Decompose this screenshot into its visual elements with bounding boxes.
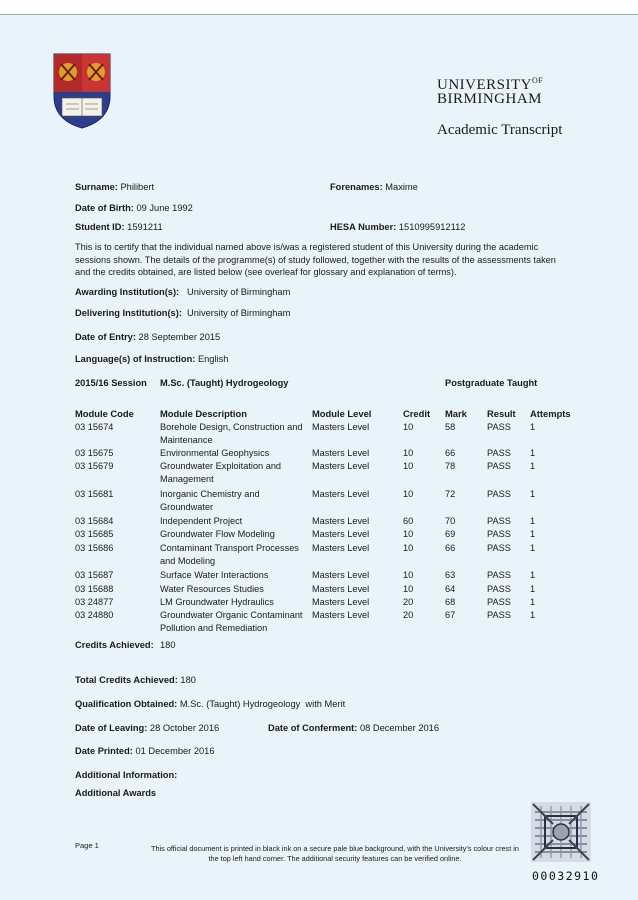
conferment-label: Date of Conferment:	[268, 723, 358, 733]
module-mark: 69	[445, 529, 456, 539]
additional-awards-label: Additional Awards	[75, 788, 157, 798]
module-description: Environmental Geophysics	[160, 448, 270, 458]
conferment-value: 08 December 2016	[359, 723, 440, 733]
session-label: 2015/16 Session	[75, 378, 147, 388]
module-code: 03 15686	[75, 543, 114, 553]
module-level: Masters Level	[312, 489, 370, 499]
awarding-institution-value: University of Birmingham	[187, 287, 291, 297]
module-attempts: 1	[530, 597, 536, 607]
module-result: PASS	[487, 529, 511, 539]
module-result: PASS	[487, 461, 511, 471]
module-attempts: 1	[530, 448, 536, 458]
module-attempts: 1	[530, 584, 536, 594]
module-credit: 10	[403, 448, 414, 458]
certification-paragraph: This is to certify that the individual named above is/was a registered student of this University during the academic sessions shown. The details of the programme(s) of study followed, together with the results of the assessments taken and the credits obtained, are listed below (see overleaf for glossary and explanation of terms).	[75, 242, 556, 277]
module-mark: 68	[445, 597, 456, 607]
module-code: 03 24877	[75, 597, 114, 607]
module-result: PASS	[487, 448, 511, 458]
module-mark: 67	[445, 610, 456, 620]
university-line1: UNIVERSITY	[437, 77, 532, 93]
header-module-level: Module Level	[312, 408, 372, 419]
module-code: 03 15681	[75, 489, 114, 499]
module-mark: 66	[445, 543, 456, 553]
module-mark: 64	[445, 584, 456, 594]
module-level: Masters Level	[312, 461, 370, 471]
module-attempts: 1	[530, 461, 536, 471]
qualification-field	[75, 699, 345, 709]
document-title: Academic Transcript	[437, 122, 563, 138]
module-result: PASS	[487, 422, 511, 432]
module-level: Masters Level	[312, 516, 370, 526]
surname-label: Surname:	[75, 182, 118, 192]
credits-achieved-value: 180	[160, 640, 176, 650]
dob-label: Date of Birth:	[75, 203, 134, 213]
awarding-institution-field	[75, 287, 179, 297]
language-value: English	[197, 354, 229, 364]
module-credit: 10	[403, 489, 414, 499]
module-mark: 63	[445, 570, 456, 580]
module-description: Independent Project	[160, 516, 243, 526]
module-credit: 10	[403, 570, 414, 580]
module-attempts: 1	[530, 529, 536, 539]
module-code: 03 15679	[75, 461, 114, 471]
printed-label: Date Printed:	[75, 746, 133, 756]
module-description: Surface Water Interactions	[160, 570, 269, 580]
student-id-value: 1591211	[127, 222, 163, 232]
module-level: Masters Level	[312, 584, 370, 594]
awarding-label: Awarding Institution(s):	[75, 287, 180, 297]
module-code: 03 15687	[75, 570, 114, 580]
module-attempts: 1	[530, 422, 536, 432]
module-attempts: 1	[530, 610, 536, 620]
module-mark: 70	[445, 516, 456, 526]
module-level: Masters Level	[312, 570, 370, 580]
date-printed-field	[75, 746, 215, 756]
leaving-label: Date of Leaving:	[75, 723, 148, 733]
module-result: PASS	[487, 610, 511, 620]
module-level: Masters Level	[312, 610, 370, 620]
header-mark: Mark	[445, 408, 467, 419]
hesa-value: 1510995912112	[398, 222, 466, 232]
student-id-label: Student ID:	[75, 222, 125, 232]
module-level: Masters Level	[312, 543, 370, 553]
credits-achieved-label: Credits Achieved:	[75, 640, 154, 650]
forenames-value: Maxime	[385, 182, 418, 192]
hesa-label: HESA Number:	[330, 222, 397, 232]
module-attempts: 1	[530, 543, 536, 553]
qualification-label: Qualification Obtained:	[75, 699, 178, 709]
surname-field	[75, 182, 154, 192]
dob-field	[75, 203, 193, 213]
module-credit: 10	[403, 543, 414, 553]
module-description: Groundwater Organic Contaminant Pollution and Remediation	[160, 610, 303, 633]
module-description: Contaminant Transport Processes and Modeling	[160, 543, 299, 566]
student-id-field	[75, 222, 163, 232]
header-result: Result	[487, 408, 516, 419]
date-of-leaving-field	[75, 723, 219, 733]
module-level: Masters Level	[312, 529, 370, 539]
university-of: OF	[532, 76, 544, 85]
module-mark: 72	[445, 489, 456, 499]
module-code: 03 15688	[75, 584, 114, 594]
module-result: PASS	[487, 597, 511, 607]
module-description: Inorganic Chemistry and Groundwater	[160, 489, 260, 512]
total-credits-field	[75, 675, 196, 685]
forenames-field	[330, 182, 418, 192]
university-crest-logo	[52, 52, 112, 130]
module-description: Groundwater Flow Modeling	[160, 529, 275, 539]
module-description: Borehole Design, Construction and Maintenance	[160, 422, 303, 445]
delivering-institution-field	[75, 308, 182, 318]
entry-label: Date of Entry:	[75, 332, 136, 342]
delivering-label: Delivering Institution(s):	[75, 308, 182, 318]
header-attempts: Attempts	[530, 408, 571, 419]
university-line2: BIRMINGHAM	[437, 91, 543, 107]
header-credit: Credit	[403, 408, 431, 419]
module-code: 03 15685	[75, 529, 114, 539]
module-result: PASS	[487, 543, 511, 553]
leaving-value: 28 October 2016	[149, 723, 220, 733]
module-credit: 20	[403, 597, 414, 607]
module-code: 03 24880	[75, 610, 114, 620]
programme-name: M.Sc. (Taught) Hydrogeology	[160, 378, 289, 388]
security-footer-note: This official document is printed in black ink on a secure pale blue background, with the University's colour crest in the top left hand corner. The additional security features can be verified online.	[151, 844, 519, 863]
forenames-label: Forenames:	[330, 182, 383, 192]
language-field	[75, 354, 228, 364]
language-label: Language(s) of Instruction:	[75, 354, 196, 364]
module-mark: 78	[445, 461, 456, 471]
top-edge	[0, 0, 638, 15]
module-level: Masters Level	[312, 597, 370, 607]
header-module-description: Module Description	[160, 408, 247, 419]
module-credit: 10	[403, 461, 414, 471]
module-result: PASS	[487, 489, 511, 499]
module-level: Masters Level	[312, 422, 370, 432]
printed-value: 01 December 2016	[135, 746, 215, 756]
module-code: 03 15674	[75, 422, 114, 432]
date-of-conferment-field	[268, 723, 439, 733]
module-mark: 66	[445, 448, 456, 458]
date-of-entry-field	[75, 332, 220, 342]
module-result: PASS	[487, 584, 511, 594]
module-description: LM Groundwater Hydraulics	[160, 597, 274, 607]
module-result: PASS	[487, 516, 511, 526]
dob-value: 09 June 1992	[136, 203, 193, 213]
programme-level: Postgraduate Taught	[445, 378, 538, 388]
university-name	[437, 74, 543, 106]
module-result: PASS	[487, 570, 511, 580]
module-attempts: 1	[530, 570, 536, 580]
module-credit: 10	[403, 584, 414, 594]
delivering-institution-value: University of Birmingham	[187, 308, 291, 318]
serial-number: 00032910	[532, 869, 600, 883]
additional-information-label: Additional Information:	[75, 770, 178, 780]
module-description: Water Resources Studies	[160, 584, 264, 594]
module-credit: 20	[403, 610, 414, 620]
module-credit: 10	[403, 529, 414, 539]
page-number: Page 1	[75, 841, 99, 850]
header-module-code: Module Code	[75, 408, 134, 419]
qualification-value: M.Sc. (Taught) Hydrogeology with Merit	[179, 699, 346, 709]
module-credit: 10	[403, 422, 414, 432]
module-code: 03 15684	[75, 516, 114, 526]
module-attempts: 1	[530, 489, 536, 499]
total-credits-value: 180	[180, 675, 196, 685]
module-credit: 60	[403, 516, 414, 526]
module-description: Groundwater Exploitation and Management	[160, 461, 282, 484]
surname-value: Philibert	[120, 182, 155, 192]
total-credits-label: Total Credits Achieved:	[75, 675, 178, 685]
hesa-field	[330, 222, 465, 232]
module-code: 03 15675	[75, 448, 114, 458]
module-mark: 58	[445, 422, 456, 432]
security-hologram-icon	[531, 802, 591, 862]
module-attempts: 1	[530, 516, 536, 526]
entry-value: 28 September 2015	[138, 332, 221, 342]
module-level: Masters Level	[312, 448, 370, 458]
